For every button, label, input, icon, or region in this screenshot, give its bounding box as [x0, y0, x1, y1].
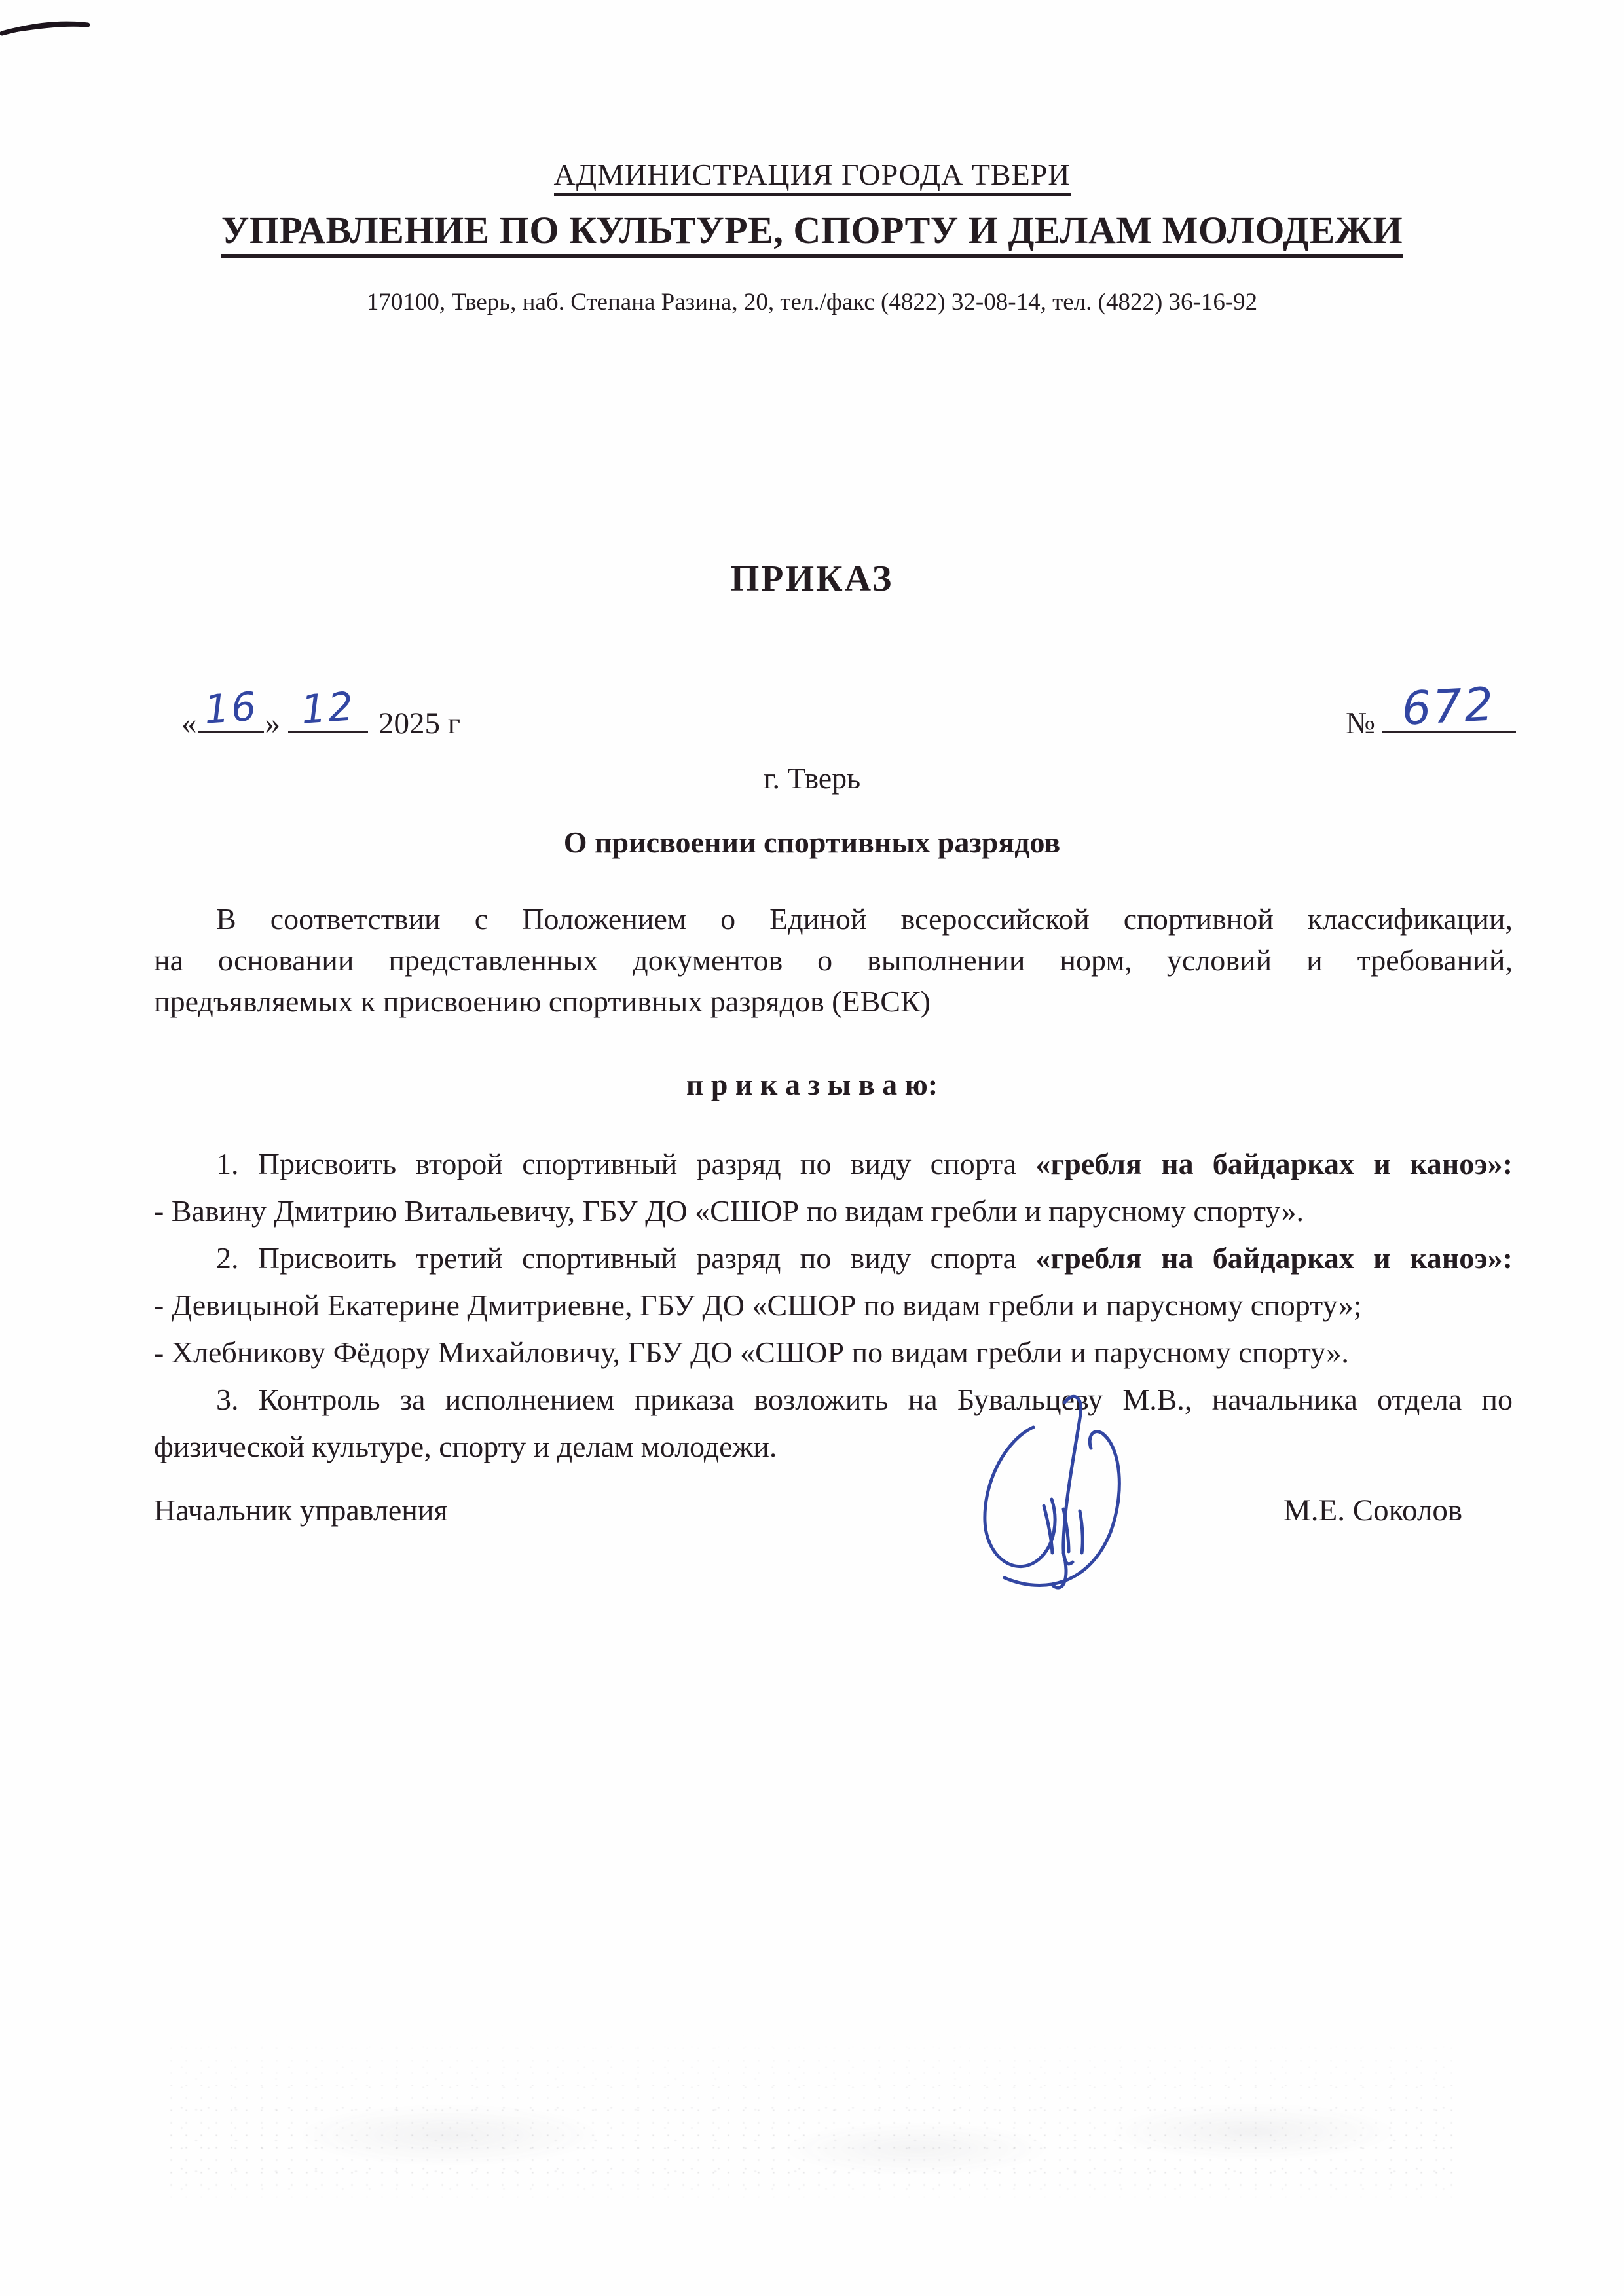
item-bold-text: «гребля на байдарках и каноэ»: [1035, 1147, 1513, 1180]
city-line: г. Тверь [763, 761, 861, 795]
item-text: 2. Присвоить третий спортивный разряд по виду спорта [216, 1241, 1036, 1275]
preamble-paragraph [154, 898, 1513, 1022]
order-item-line [154, 1423, 1513, 1470]
handwritten-signature [961, 1387, 1197, 1609]
item-text: - Девицыной Екатерине Дмитриевне, ГБУ ДО «СШОР по видам гребли и парусному спорту»; [154, 1288, 1362, 1322]
handwritten-month: 12 [299, 683, 357, 733]
document-number-line [1346, 677, 1516, 741]
number-label: № [1346, 706, 1375, 740]
preamble-line: на основании представленных документов о выполнении норм, условий и требований, [154, 943, 1513, 977]
preamble-line: В соответствии с Положением о Единой всероссийской спортивной классификации, [216, 902, 1513, 936]
organization-header [0, 157, 1624, 192]
date-line [181, 683, 461, 741]
quote-open: « [181, 706, 197, 740]
item-bold-text: «гребля на байдарках и каноэ»: [1035, 1241, 1513, 1275]
organization-name: АДМИНИСТРАЦИЯ ГОРОДА ТВЕРИ [554, 158, 1071, 196]
date-year: 2025 г [378, 706, 461, 740]
item-text: 3. Контроль за исполнением приказа возложить на Бувальцеву М.В., начальника отдела по [216, 1383, 1513, 1416]
order-items [154, 1140, 1513, 1470]
item-text: физической культуре, спорту и делам молодежи. [154, 1430, 777, 1463]
order-item-line [154, 1329, 1513, 1376]
pen-mark-icon [0, 9, 92, 42]
document-title: ПРИКАЗ [730, 558, 894, 599]
order-item-line [154, 1282, 1513, 1329]
item-text: - Хлебникову Фёдору Михайловичу, ГБУ ДО «СШОР по видам гребли и парусному спорту». [154, 1336, 1349, 1369]
signer-position: Начальник управления [154, 1493, 448, 1527]
date-month-blank [288, 683, 368, 733]
scan-noise [164, 2030, 1460, 2200]
order-word: п р и к а з ы в а ю: [686, 1068, 938, 1101]
handwritten-day: 16 [202, 683, 260, 733]
contact-address-line: 170100, Тверь, наб. Степана Разина, 20, тел./факс (4822) 32-08-14, тел. (4822) 36-16-92 [366, 289, 1258, 316]
item-text: - Вавину Дмитрию Витальевичу, ГБУ ДО «СШОР по видам гребли и парусному спорту». [154, 1194, 1304, 1228]
item-text: 1. Присвоить второй спортивный разряд по виду спорта [216, 1147, 1036, 1180]
department-name: УПРАВЛЕНИЕ ПО КУЛЬТУРЕ, СПОРТУ И ДЕЛАМ МОЛОДЕЖИ [221, 209, 1403, 258]
number-blank [1382, 677, 1516, 736]
order-item-line [154, 1188, 1513, 1235]
preamble-line: предъявляемых к присвоению спортивных разрядов (ЕВСК) [154, 985, 931, 1018]
handwritten-number: 672 [1400, 677, 1497, 736]
date-day-blank [198, 683, 264, 733]
order-item-line [154, 1235, 1513, 1282]
order-item-line [154, 1376, 1513, 1423]
signer-name: М.Е. Соколов [1283, 1493, 1463, 1527]
department-header [0, 208, 1624, 252]
subject-line: О присвоении спортивных разрядов [563, 826, 1061, 859]
order-item-line [154, 1140, 1513, 1188]
quote-close: » [265, 706, 280, 740]
